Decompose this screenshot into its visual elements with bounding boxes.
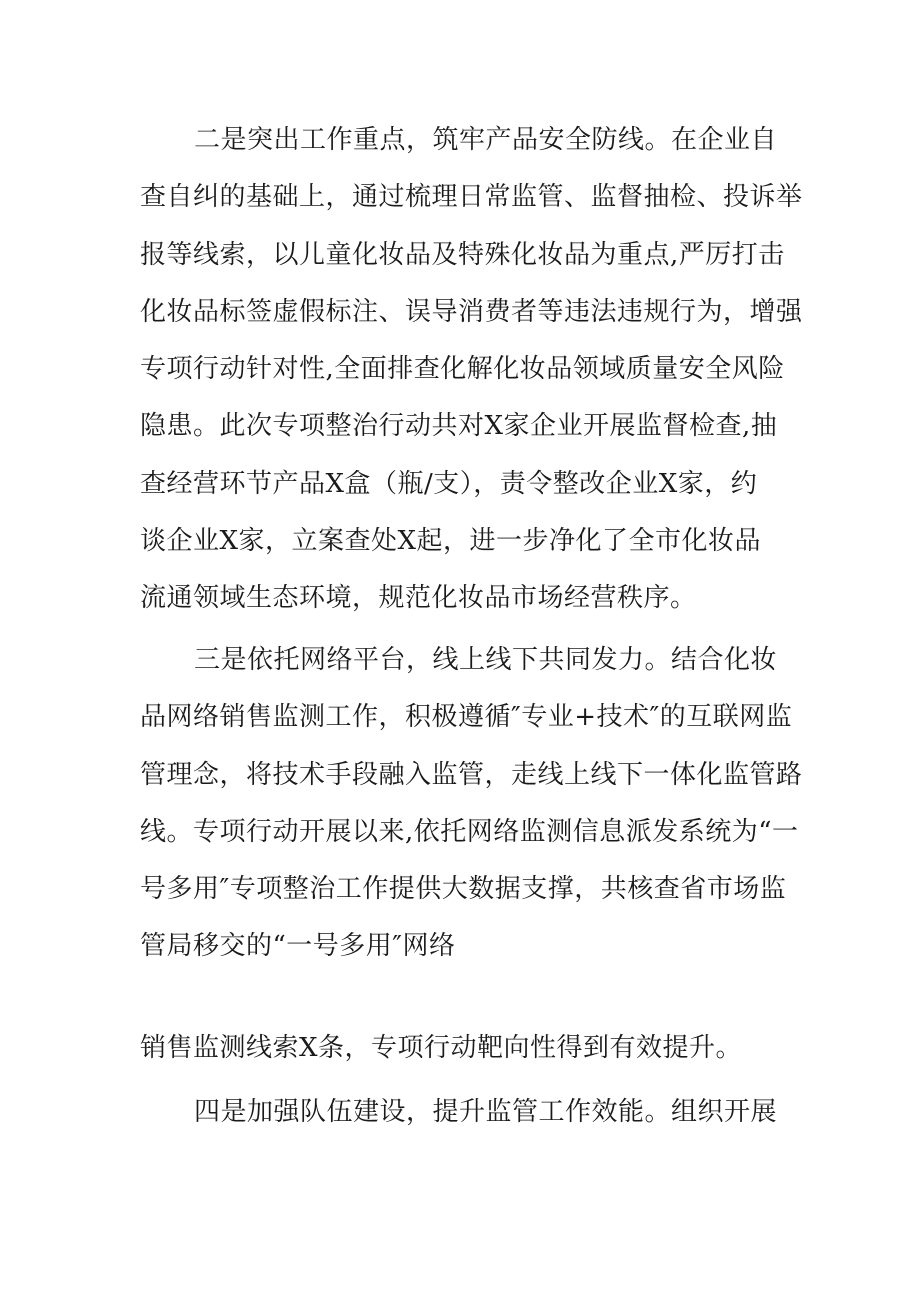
text-line: 专项行动针对性,全面排查化解化妆品领域质量安全风险 xyxy=(140,354,785,385)
text-line: 查自纠的基础上，通过梳理日常监管、监督抽检、投诉举 xyxy=(140,182,803,213)
paragraph-clue-result xyxy=(140,1020,790,1077)
text-line: 报等线索，以儿童化妆品及特殊化妆品为重点,严厉打击 xyxy=(140,239,785,270)
text-line: 二是突出工作重点，筑牢产品安全防线。在企业自 xyxy=(194,125,778,155)
text-line: 四是加强队伍建设，提升监管工作效能。组织开展 xyxy=(194,1097,778,1127)
text-line: 管局移交的“一号多用″网络 xyxy=(140,931,456,962)
text-line: 线。专项行动开展以来,依托网络监测信息派发系统为“一 xyxy=(140,816,799,847)
text-line: 隐患。此次专项整治行动共对X家企业开展监督检查,抽 xyxy=(140,411,778,442)
text-line: 谈企业X家，立案查处X起，进一步净化了全市化妆品 xyxy=(140,526,762,557)
text-line: 管理念，将技术手段融入监管，走线上线下一体化监管路 xyxy=(140,759,803,790)
text-line: 化妆品标签虚假标注、误导消费者等违法违规行为，增强 xyxy=(140,296,803,327)
text-line: 流通领域生态环境，规范化妆品市场经营秩序。 xyxy=(140,583,697,614)
text-line: 品网络销售监测工作，积极遵循″专业+技术″的互联网监 xyxy=(140,702,793,733)
text-line: 查经营环节产品X盒（瓶/支），责令整改企业X家，约 xyxy=(140,468,758,499)
paragraph-online-platform xyxy=(140,632,803,976)
paragraph-team-building xyxy=(140,1084,790,1141)
text-line: 号多用″专项整治工作提供大数据支撑，共核查省市场监 xyxy=(140,874,787,905)
paragraph-focus-safety xyxy=(140,112,803,628)
text-line: 三是依托网络平台，线上线下共同发力。结合化妆 xyxy=(194,645,778,675)
text-line: 销售监测线索X条，专项行动靶向性得到有效提升。 xyxy=(140,1033,743,1063)
